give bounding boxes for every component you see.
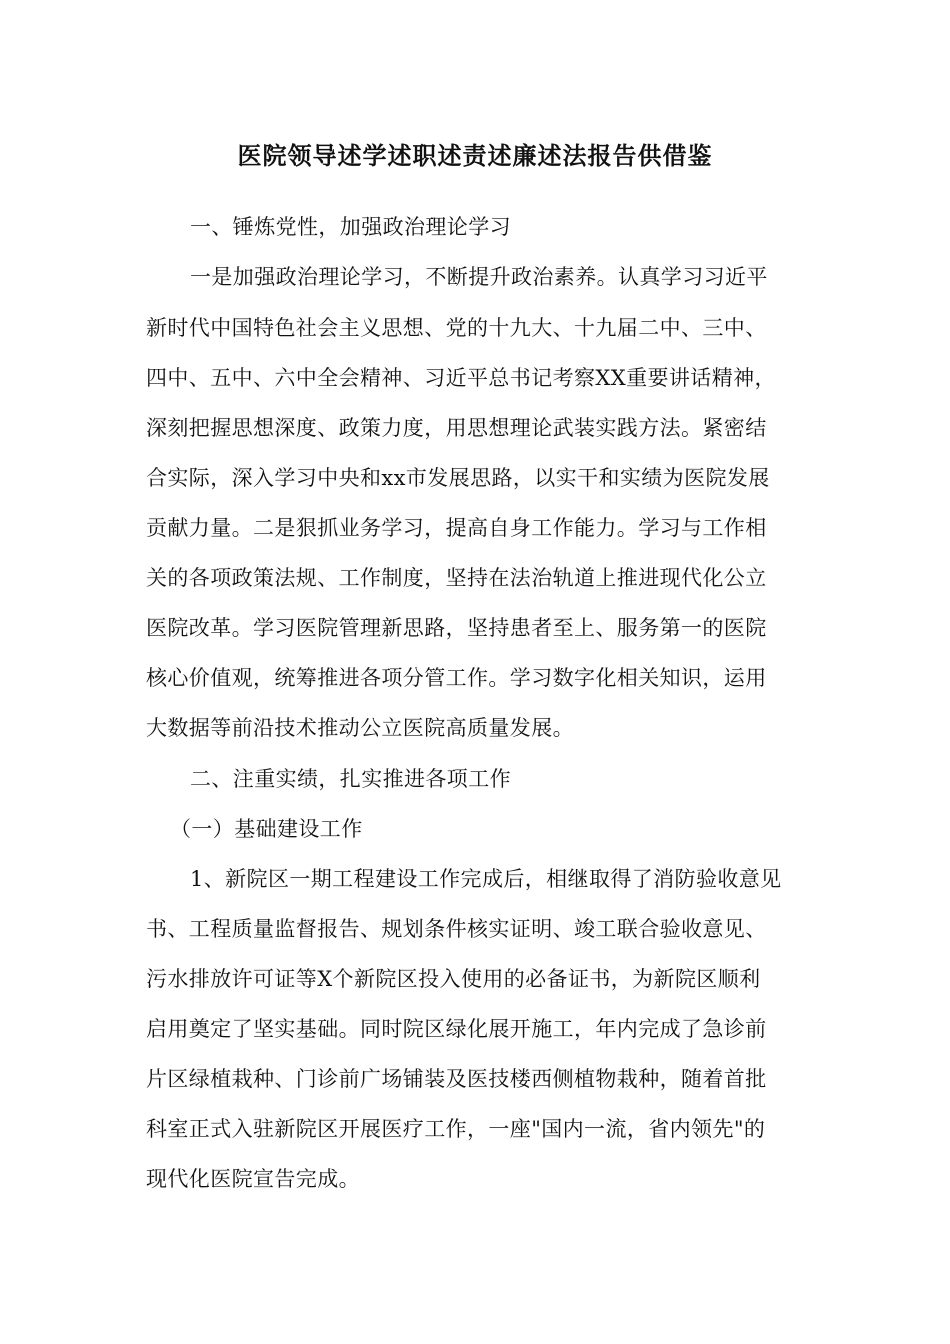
paragraph-line: 片区绿植栽种、门诊前广场铺装及医技楼西侧植物栽种，随着首批 <box>146 1067 767 1091</box>
subsection-heading: （一）基础建设工作 <box>170 817 363 841</box>
paragraph-line: 一是加强政治理论学习，不断提升政治素养。认真学习习近平 <box>190 265 768 289</box>
section-heading: 一、锤炼党性，加强政治理论学习 <box>190 215 511 239</box>
paragraph-line: 大数据等前沿技术推动公立医院高质量发展。 <box>146 716 574 740</box>
paragraph-line: 深刻把握思想深度、政策力度，用思想理论武装实践方法。紧密结 <box>146 416 767 440</box>
paragraph-line: 书、工程质量监督报告、规划条件核实证明、竣工联合验收意见、 <box>146 917 767 941</box>
document-title: 医院领导述学述职述责述廉述法报告供借鉴 <box>237 141 713 170</box>
paragraph-line: 合实际，深入学习中央和xx市发展思路，以实干和实绩为医院发展 <box>146 466 770 490</box>
paragraph-line: 核心价值观，统筹推进各项分管工作。学习数字化相关知识，运用 <box>146 666 767 690</box>
paragraph-line: 1、新院区一期工程建设工作完成后，相继取得了消防验收意见 <box>190 867 782 891</box>
paragraph-line: 贡献力量。二是狠抓业务学习，提高自身工作能力。学习与工作相 <box>146 516 767 540</box>
paragraph-line: 污水排放许可证等X个新院区投入使用的必备证书，为新院区顺利 <box>146 967 761 991</box>
paragraph-line: 启用奠定了坚实基础。同时院区绿化展开施工，年内完成了急诊前 <box>146 1017 767 1041</box>
paragraph-line: 医院改革。学习医院管理新思路，坚持患者至上、服务第一的医院 <box>146 616 767 640</box>
paragraph-line: 四中、五中、六中全会精神、习近平总书记考察XX重要讲话精神， <box>146 366 776 390</box>
paragraph-line: 关的各项政策法规、工作制度，坚持在法治轨道上推进现代化公立 <box>146 566 767 590</box>
paragraph-line: 科室正式入驻新院区开展医疗工作，一座"国内一流，省内领先"的 <box>146 1117 766 1141</box>
paragraph-line: 新时代中国特色社会主义思想、党的十九大、十九届二中、三中、 <box>146 316 767 340</box>
paragraph-line: 现代化医院宣告完成。 <box>146 1167 360 1191</box>
section-heading: 二、注重实绩，扎实推进各项工作 <box>190 767 511 791</box>
